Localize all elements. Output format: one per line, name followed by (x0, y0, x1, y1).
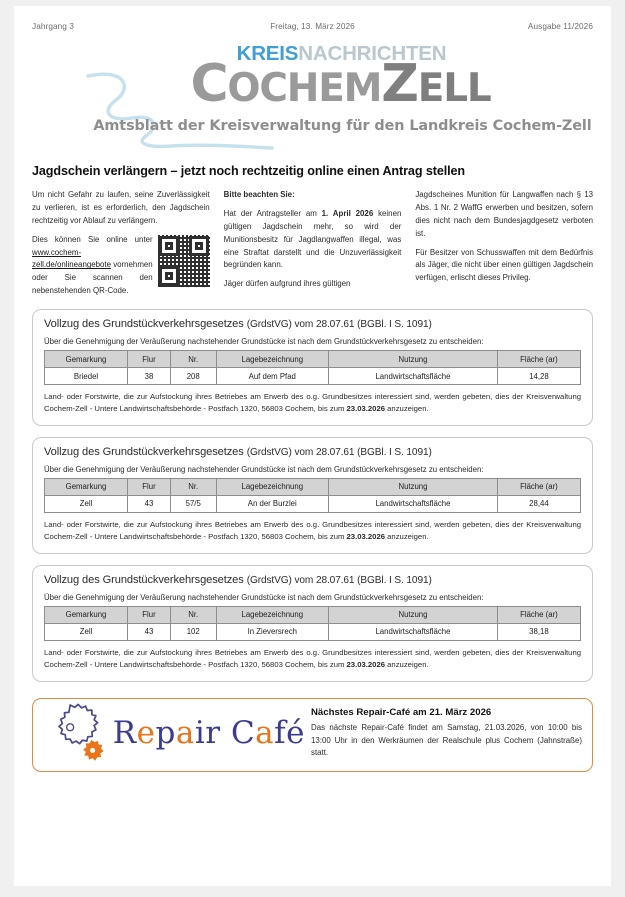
onlineangebote-link[interactable]: www.cochem-zell.de/onlineangebote (32, 247, 111, 270)
notice-box-1 (32, 309, 593, 426)
repair-cafe-body: Das nächste Repair-Café findet am Samstag, 21.03.2026, von 10:00 bis 13:00 Uhr in den Werkräumen der Realschule plus Cochem (Jahnstraße) statt. (311, 722, 582, 758)
notice-1-title-main: Vollzug des Grundstückverkehrsgesetzes (44, 318, 244, 330)
masthead-volume: Jahrgang 3 (32, 22, 74, 31)
table-header-row (45, 478, 581, 495)
notice-3-footer (44, 647, 581, 672)
table-header-row (45, 606, 581, 623)
article-body (32, 189, 593, 298)
article-col3-p2: Für Besitzer von Schusswaffen mit dem Bedürfnis als Jäger, die nicht über einen gültigen Jagdschein verfügen, erlischt dieses Privileg. (415, 247, 594, 283)
logo-nachrichten: NACHRICHTEN (298, 42, 447, 65)
rc-letter-e: e (136, 714, 156, 751)
cell-gemarkung: Briedel (45, 368, 128, 385)
article-headline: Jagdschein verlängern – jetzt noch rechtzeitig online einen Antrag stellen (32, 164, 466, 178)
logo-ell: ELL (417, 66, 491, 111)
repair-cafe-logo (33, 699, 305, 771)
cell-gemarkung: Zell (45, 623, 128, 640)
notice-3-table (44, 606, 581, 641)
notice-2-foot-a: Land- oder Forstwirte, die zur Aufstockung ihres Betriebes am Erwerb des o.g. Grundbesitzes interessiert sind, werden gebeten, dies der Kreisverwaltung Cochem-Zell - Untere Landwirtschaftsbehörde - Postfach 1320, 56803 Cochem, bis zum (44, 519, 581, 542)
repair-cafe-wordmark (113, 715, 305, 751)
rc-letter-R: R (112, 714, 137, 751)
rc-letter-a: a (175, 714, 195, 751)
cell-nutzung: Landwirtschaftsfläche (329, 623, 498, 640)
cell-nutzung: Landwirtschaftsfläche (329, 495, 498, 512)
table-row (45, 368, 581, 385)
notice-2-foot-b: anzuzeigen. (385, 532, 429, 542)
cell-flaeche: 28,44 (497, 495, 580, 512)
th-flur: Flur (128, 351, 171, 368)
article-column-1 (32, 189, 210, 298)
rc-letter-f: f (274, 714, 287, 751)
notice-3-foot-date: 23.03.2026 (346, 660, 386, 670)
th-flaeche: Fläche (ar) (497, 351, 580, 368)
cell-nr: 102 (170, 623, 216, 640)
logo-z: Z (381, 54, 418, 114)
repair-cafe-text (305, 699, 592, 771)
th-nr: Nr. (170, 606, 216, 623)
th-gemarkung: Gemarkung (45, 606, 128, 623)
article-column-2 (224, 189, 402, 298)
notice-3-foot-a: Land- oder Forstwirte, die zur Aufstockung ihres Betriebes am Erwerb des o.g. Grundbesitzes interessiert sind, werden gebeten, dies der Kreisverwaltung Cochem-Zell - Untere Landwirtschaftsbehörde - Postfach 1320, 56803 Cochem, bis zum (44, 647, 581, 670)
cell-nr: 208 (170, 368, 216, 385)
cell-lage: An der Burzlei (216, 495, 329, 512)
masthead-logo (14, 34, 611, 152)
cell-lage: Auf dem Pfad (216, 368, 329, 385)
cell-gemarkung: Zell (45, 495, 128, 512)
th-nutzung: Nutzung (329, 478, 498, 495)
th-flaeche: Fläche (ar) (497, 606, 580, 623)
logo-kreis: KREIS (236, 42, 299, 65)
table-header-row (45, 351, 581, 368)
qr-code-icon (158, 235, 210, 287)
notice-1-title (44, 318, 581, 330)
logo-cochemzell (14, 54, 611, 114)
notice-1-foot-date: 23.03.2026 (346, 404, 386, 414)
th-nr: Nr. (170, 478, 216, 495)
masthead-issue: Ausgabe 11/2026 (527, 22, 593, 31)
notice-2-table (44, 478, 581, 513)
notice-1-foot-b: anzuzeigen. (385, 404, 429, 414)
repair-cafe-heading: Nächstes Repair-Café am 21. März 2026 (311, 706, 492, 718)
masthead-date: Freitag, 13. März 2026 (270, 22, 355, 31)
rc-letter-p: p (155, 714, 176, 751)
cell-nr: 57/5 (170, 495, 216, 512)
rc-letter-e2: é (286, 714, 305, 751)
notice-3-foot-b: anzuzeigen. (385, 660, 429, 670)
notice-1-footer (44, 391, 581, 416)
table-row (45, 495, 581, 512)
th-flaeche: Fläche (ar) (497, 478, 580, 495)
article-col1-p1: Um nicht Gefahr zu laufen, seine Zuverlässigkeit zu verlieren, ist es erforderlich, den Jagdschein rechtzeitig vor Ablauf zu verlängern. (32, 190, 210, 225)
table-row (45, 623, 581, 640)
th-lage: Lagebezeichnung (216, 606, 329, 623)
th-gemarkung: Gemarkung (45, 351, 128, 368)
notice-2-footer (44, 519, 581, 544)
article-col1-p2-before: Dies können Sie online unter (32, 234, 153, 244)
article-col2-lead: Bitte beachten Sie: (223, 190, 295, 199)
notice-2-foot-date: 23.03.2026 (346, 532, 386, 542)
masthead (14, 6, 611, 154)
cell-flaeche: 14,28 (497, 368, 580, 385)
gear-icon (43, 700, 113, 770)
logo-c: C (190, 54, 228, 114)
logo-ochem: OCHEM (227, 66, 382, 111)
th-flur: Flur (128, 478, 171, 495)
th-nr: Nr. (170, 351, 216, 368)
cell-nutzung: Landwirtschaftsfläche (329, 368, 498, 385)
cell-flur: 38 (128, 368, 171, 385)
notice-box-3 (32, 565, 593, 682)
rc-letter-C: C (230, 714, 256, 751)
notice-2-subline: Über die Genehmigung der Veräußerung nachstehender Grundstücke ist nach dem Grundstückverkehrsgesetz zu entscheiden: (44, 464, 484, 474)
cell-flur: 43 (128, 495, 171, 512)
cell-lage: In Zieversrech (216, 623, 329, 640)
article-col2-p2: Jäger dürfen aufgrund ihres gültigen (223, 279, 351, 289)
article-col2-p1 (224, 208, 402, 272)
notice-3-title-rest: (GrdstVG) vom 28.07.61 (BGBl. I S. 1091) (246, 574, 432, 586)
notice-1-subline: Über die Genehmigung der Veräußerung nachstehender Grundstücke ist nach dem Grundstückverkehrsgesetz zu entscheiden: (44, 337, 484, 346)
article-col1-p2 (32, 234, 210, 298)
th-gemarkung: Gemarkung (45, 478, 128, 495)
article-col2-deadline: 1. April 2026 (321, 208, 374, 218)
rc-letter-r2: r (205, 714, 221, 751)
cell-flaeche: 38,18 (497, 623, 580, 640)
rc-letter-a2: a (255, 714, 275, 751)
notice-2-title-main: Vollzug des Grundstückverkehrsgesetzes (44, 445, 244, 458)
notice-1-foot-a: Land- oder Forstwirte, die zur Aufstockung ihres Betriebes am Erwerb des o.g. Grundbesitzes interessiert sind, werden gebeten, dies der Kreisverwaltung Cochem-Zell - Untere Landwirtschaftsbehörde - Postfach 1320, 56803 Cochem, bis zum (44, 392, 581, 414)
notice-3-title-main: Vollzug des Grundstückverkehrsgesetzes (44, 573, 244, 586)
rc-letter-i: i (194, 714, 206, 751)
article-col2-p1-b: keinen gültigen Jagdschein mehr, so wird der Munitionsbesitz für Jagdlangwaffen illegal, was eine Straftat darstellt und die Unzuverlässigkeit begründen kann. (223, 208, 402, 270)
th-lage: Lagebezeichnung (216, 478, 329, 495)
notice-box-2 (32, 437, 593, 554)
notice-2-title-rest: (GrdstVG) vom 28.07.61 (BGBl. I S. 1091) (246, 446, 432, 458)
th-nutzung: Nutzung (329, 351, 498, 368)
th-nutzung: Nutzung (329, 606, 498, 623)
masthead-subtitle: Amtsblatt der Kreisverwaltung für den Landkreis Cochem-Zell (93, 118, 592, 134)
article-column-3 (415, 189, 593, 298)
notice-3-title (44, 574, 581, 586)
notice-2-title (44, 446, 581, 458)
th-lage: Lagebezeichnung (216, 351, 329, 368)
cell-flur: 43 (128, 623, 171, 640)
th-flur: Flur (128, 606, 171, 623)
article-col2-p1-a: Hat der Antragsteller am (223, 208, 322, 218)
article-col1-p2-after: vornehmen oder Sie scannen den nebenstehenden QR-Code. (32, 260, 153, 296)
repair-cafe-box (32, 698, 593, 772)
notice-3-subline: Über die Genehmigung der Veräußerung nachstehender Grundstücke ist nach dem Grundstückverkehrsgesetz zu entscheiden: (44, 592, 484, 602)
page-sheet (14, 6, 611, 886)
notice-1-title-rest: (GrdstVG) vom 28.07.61 (BGBl. I S. 1091) (246, 319, 432, 330)
notice-1-table (44, 350, 581, 385)
article-col3-p1: Jagdscheines Munition für Langwaffen nach § 13 Abs. 1 Nr. 2 WaffG erwerben und besitzen, sofern dies nicht nach dem Bundesjagdgesetz verboten ist. (415, 190, 594, 238)
